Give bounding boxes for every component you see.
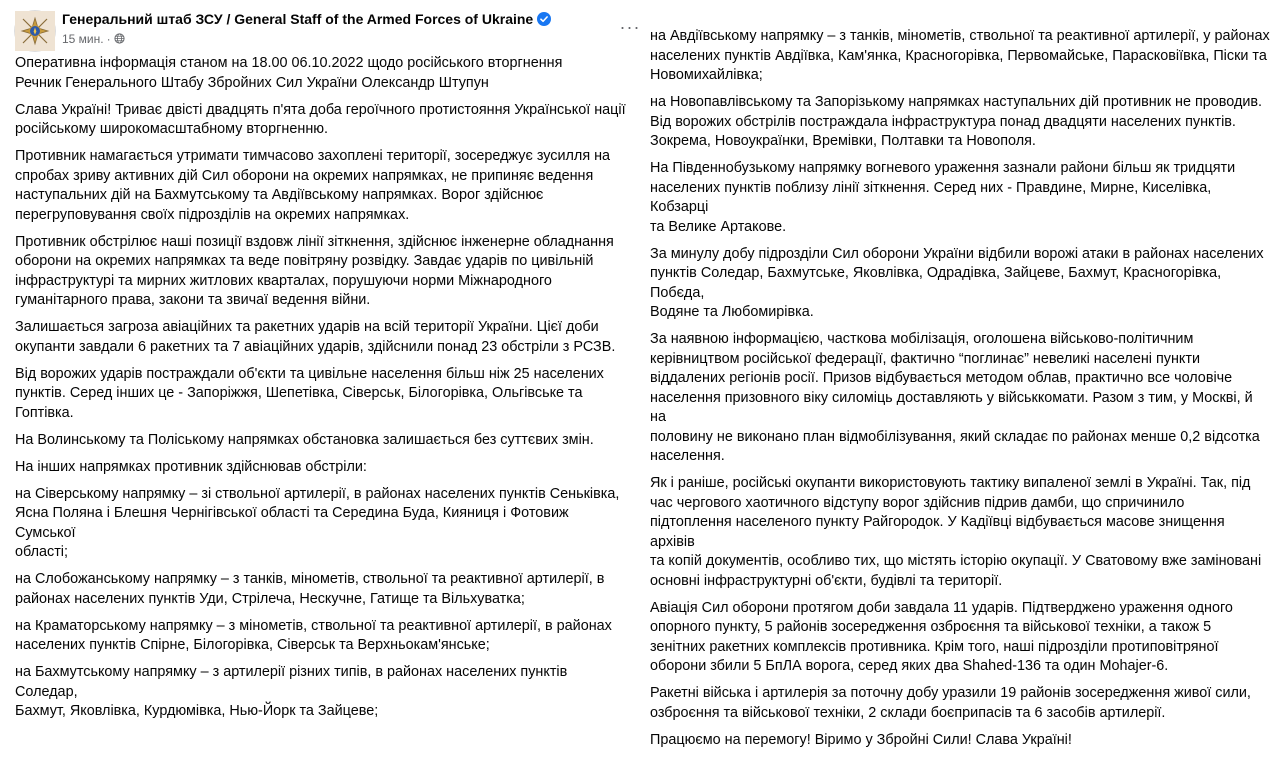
post-paragraph xyxy=(650,599,1270,677)
post-text-line: російському широкомасштабному вторгненню. xyxy=(15,121,329,137)
post-text-line: спробах зриву активних дій Сил оборони на окремих напрямках, не припиняє ведення xyxy=(15,167,594,184)
post-paragraph xyxy=(650,245,1270,323)
post-text-line: Речник Генерального Штабу Збройних Сил України Олександр Штупун xyxy=(15,74,489,91)
post-paragraph xyxy=(15,663,632,722)
post-text-line: Від ворожих обстрілів постраждала інфраструктура понад двадцяти населених пунктів. xyxy=(650,113,1236,130)
post-text-line: населених пунктів Авдіївка, Кам'янка, Красногорівка, Первомайське, Парасковіївка, Піски та xyxy=(650,47,1267,64)
post-text-line: Водяне та Любомирівка. xyxy=(650,304,814,320)
post-text-line: Противник намагається утримати тимчасово захоплені території, зосереджує зусилля на xyxy=(15,148,611,164)
post-text-line: районах населених пунктів Уди, Стрілеча, Нескучне, Гатище та Вільхуватка; xyxy=(15,590,525,607)
post-text-line: віддалених регіонів росії. Призов відбувається методом облав, практично все чоловіче xyxy=(650,370,1233,386)
post-paragraph xyxy=(650,731,1270,751)
post-text-line: населених пунктів поблизу лінії зіткнення. Серед них - Правдине, Мирне, Киселівка, Кобзарці xyxy=(650,179,1212,215)
post-text-line: на Слобожанському напрямку – з танків, мінометів, ствольної та реактивної артилерії, в xyxy=(15,571,605,587)
post-text-line: За наявною інформацією, часткова мобілізація, оголошена військово-політичним xyxy=(650,331,1194,347)
post-paragraph xyxy=(15,318,632,357)
post-text-line: оборони на окремих напрямках та веде повітряну розвідку. Завдає ударів по цивільній xyxy=(15,253,594,269)
globe-icon[interactable] xyxy=(114,33,125,44)
post-text-line: Слава Україні! Триває двісті двадцять п'ята доба героїчного протистояння Української нації xyxy=(15,101,626,118)
page-name-text[interactable]: Генеральний штаб ЗСУ / General Staff of the Armed Forces of Ukraine xyxy=(62,11,534,27)
post-text-line: Працюємо на перемогу! Віримо у Збройні Сили! Слава Україні! xyxy=(650,731,1072,748)
post-text-line: населених пунктів Спірне, Білогорівка, Сіверськ та Верхньокам'янське; xyxy=(15,637,490,653)
page-name-link[interactable] xyxy=(62,11,551,27)
post-text-line: керівництвом російської федерації, фактично “поглинає” невеликі населені пункти xyxy=(650,350,1200,367)
post-paragraph xyxy=(15,233,632,311)
verified-badge-icon xyxy=(537,12,551,26)
post-text-line: час чергового хаотичного відступу ворог здійснив підрив дамби, що спричинило xyxy=(650,494,1185,511)
post-text-line: Від ворожих ударів постраждали об'єкти та цивільне населення більш ніж 25 населених xyxy=(15,365,604,382)
post-text-line: опорного пункту, 5 районів зосередження озброєння та військової техніки, а також 5 xyxy=(650,619,1212,635)
armed-forces-emblem-icon xyxy=(15,11,55,51)
post-text-line: озброєння та військової техніки, 2 склади боєприпасів та 6 засобів артилерії. xyxy=(650,704,1166,721)
post-text-line: окупанти завдали 6 ракетних та 7 авіаційних ударів, здійснили понад 23 обстріли з РСЗВ. xyxy=(15,338,616,355)
post-paragraph xyxy=(650,93,1270,152)
post-text-left-column xyxy=(15,54,632,729)
page-avatar[interactable] xyxy=(14,10,56,52)
post-paragraph xyxy=(15,365,632,424)
post-paragraph xyxy=(15,617,632,656)
post-text-line: гуманітарного права, закони та звичаї ведення війни. xyxy=(15,292,371,308)
post-paragraph xyxy=(15,147,632,225)
post-text-line: на Бахмутському напрямку – з артилерії різних типів, в районах населених пунктів Соледар, xyxy=(15,664,568,700)
post-text-line: На інших напрямках противник здійснював обстріли: xyxy=(15,458,367,475)
post-text-line: на Краматорському напрямку – з мінометів, ствольної та реактивної артилерії, в районах xyxy=(15,617,612,634)
post-text-line: Ясна Поляна і Блешня Чернігівської області та Середина Буда, Кияниця і Фотовиж Сумської xyxy=(15,505,569,541)
post-text-line: наступальних дій на Бахмутському та Авдіївському напрямках. Ворог здійснює xyxy=(15,187,544,203)
post-text-line: Зокрема, Новоукраїнки, Времівки, Полтавки та Новополя. xyxy=(650,133,1036,149)
post-header xyxy=(14,8,641,52)
post-text-line: Оперативна інформація станом на 18.00 06.10.2022 щодо російського вторгнення xyxy=(15,55,563,71)
post-text-line: на Новопавлівському та Запорізькому напрямках наступальних дій противник не проводив. xyxy=(650,94,1263,110)
post-text-line: Гоптівка. xyxy=(15,404,74,421)
post-text-line: області; xyxy=(15,544,68,560)
post-text-line: та копій документів, особливо тих, що містять історію окупації. У Сватовому вже заміновані xyxy=(650,553,1262,569)
post-text-line: Бахмут, Яковлівка, Курдюмівка, Нью-Йорк та Зайцеве; xyxy=(15,703,379,719)
post-text-line: зенітних ракетних комплексів противника. Крім того, наші підрозділи протиповітряної xyxy=(650,638,1219,655)
post-text-line: та Велике Артакове. xyxy=(650,218,787,235)
post-paragraph xyxy=(15,431,632,451)
post-meta xyxy=(62,32,125,46)
post-paragraph xyxy=(650,159,1270,237)
post-text-line: населення. xyxy=(650,448,725,464)
post-text-line: На Південнобузькому напрямку вогневого ураження зазнали райони більш як тридцяти xyxy=(650,160,1236,176)
post-text-line: Ракетні війська і артилерія за поточну добу уразили 19 районів зосередження живої сили, xyxy=(650,685,1251,701)
post-paragraph xyxy=(650,27,1270,86)
post-text-line: населення призовного віку силоміць доставляють у військкомати. Разом з тим, у Москві, й на xyxy=(650,389,1253,425)
post-text-line: оборони збили 5 БпЛА ворога, серед яких два Shahed-136 та один Mohajer-6. xyxy=(650,658,1169,674)
post-paragraph xyxy=(15,101,632,140)
post-paragraph xyxy=(15,485,632,563)
post-text-line: половину не виконано план відмобілізування, який складає по районах менше 0,2 відсотка xyxy=(650,428,1260,445)
post-timestamp[interactable]: 15 мин. xyxy=(62,32,104,46)
post-text-line: підтоплення населеного пункту Райгородок. У Кадіївці відбувається масове знищення архівів xyxy=(650,514,1225,550)
post-text-line: Новомихайлівка; xyxy=(650,67,763,83)
post-text-line: на Авдіївському напрямку – з танків, мінометів, ствольної та реактивної артилерії, у районах xyxy=(650,28,1270,44)
post-text-line: Противник обстрілює наші позиції вздовж лінії зіткнення, здійснює інженерне обладнання xyxy=(15,233,614,250)
post-text-line: Залишається загроза авіаційних та ракетних ударів на всій території України. Цієї доби xyxy=(15,319,599,335)
meta-separator: · xyxy=(106,32,111,46)
post-paragraph xyxy=(15,458,632,478)
post-paragraph xyxy=(650,684,1270,723)
post-text-line: пунктів. Серед інших це - Запоріжжя, Шепетівка, Сіверськ, Білогорівка, Ольгівське та xyxy=(15,385,583,401)
post-text-right-column xyxy=(650,27,1270,758)
post-text-line: перегруповування своїх підрозділів на окремих напрямках. xyxy=(15,206,410,223)
post-paragraph xyxy=(650,330,1270,467)
post-text-line: За минулу добу підрозділи Сил оборони України відбили ворожі атаки в районах населених xyxy=(650,245,1264,262)
post-text-line: Як і раніше, російські окупанти використовують тактику випаленої землі в Україні. Так, під xyxy=(650,475,1251,491)
more-options-icon[interactable]: ··· xyxy=(619,17,641,37)
post-text-line: На Волинському та Поліському напрямках обстановка залишається без суттєвих змін. xyxy=(15,431,594,448)
post-text-line: Авіація Сил оборони протягом доби завдала 11 ударів. Підтверджено ураження одного xyxy=(650,599,1233,616)
post-text-line: інфраструктурі та мирних житлових кварталах, порушуючи норми Міжнародного xyxy=(15,272,552,289)
post-text-line: на Сіверському напрямку – зі ствольної артилерії, в районах населених пунктів Сеньківка, xyxy=(15,485,620,502)
post-text-line: пунктів Соледар, Бахмутське, Яковлівка, Одрадівка, Зайцеве, Бахмут, Красногорівка, Побєда, xyxy=(650,265,1222,301)
post-paragraph xyxy=(650,474,1270,591)
post-text-line: основні інфраструктурні об'єкти, будівлі та території. xyxy=(650,572,1003,589)
post-paragraph xyxy=(15,54,632,93)
post-paragraph xyxy=(15,570,632,609)
